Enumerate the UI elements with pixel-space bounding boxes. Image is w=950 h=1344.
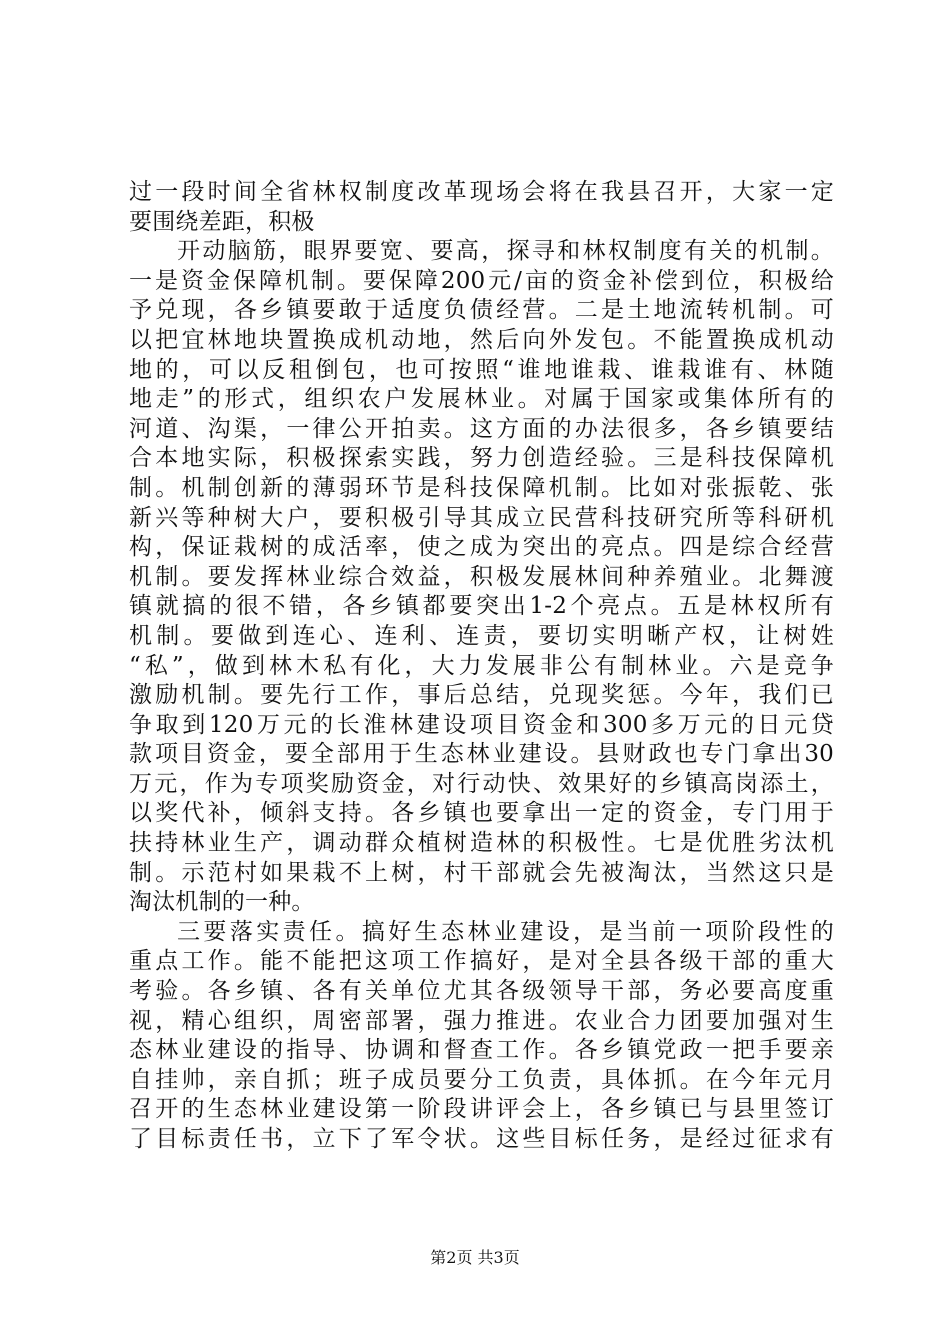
text-line: 构，保证栽树的成活率，使之成为突出的亮点。四是综合经营 (129, 534, 834, 561)
text-line: 以奖代补，倾斜支持。各乡镇也要拿出一定的资金，专门用于 (129, 800, 834, 827)
text-line: 了目标责任书，立下了军令状。这些目标任务，是经过征求有 (129, 1126, 834, 1152)
text-line: 重点工作。能不能把这项工作搞好，是对全县各级干部的重大 (129, 948, 834, 975)
text-line: 制。示范村如果栽不上树，村干部就会先被淘汰，当然这只是 (129, 859, 834, 886)
text-line: 地的，可以反租倒包，也可按照“谁地谁栽、谁栽谁有、林随 (129, 356, 834, 383)
text-line: “私”，做到林木私有化，大力发展非公有制林业。六是竞争 (129, 652, 834, 679)
text-line: 态林业建设的指导、协调和督查工作。各乡镇党政一把手要亲 (129, 1037, 834, 1064)
text-line: 予兑现，各乡镇要敢于适度负债经营。二是土地流转机制。可 (129, 297, 834, 324)
body-text (129, 178, 834, 1155)
text-line: 争取到120万元的长淮林建设项目资金和300多万元的日元贷 (129, 711, 834, 738)
text-line: 镇就搞的很不错，各乡镇都要突出1-2个亮点。五是林权所有 (129, 593, 834, 620)
text-line: 款项目资金，要全部用于生态林业建设。县财政也专门拿出30 (129, 741, 834, 768)
text-line: 以把宜林地块置换成机动地，然后向外发包。不能置换成机动 (129, 326, 834, 353)
text-line: 自挂帅，亲自抓；班子成员要分工负责，具体抓。在今年元月 (129, 1066, 834, 1093)
text-line: 视，精心组织，周密部署，强力推进。农业合力团要加强对生 (129, 1007, 834, 1034)
text-line: 合本地实际，积极探索实践，努力创造经验。三是科技保障机 (129, 445, 834, 472)
text-line: 一是资金保障机制。要保障200元/亩的资金补偿到位，积极给 (129, 267, 834, 294)
text-line: 激励机制。要先行工作，事后总结，兑现奖惩。今年，我们已 (129, 682, 834, 709)
text-line: 开动脑筋，眼界要宽、要高，探寻和林权制度有关的机制。 (177, 238, 834, 265)
page-footer (0, 1245, 950, 1268)
text-line: 召开的生态林业建设第一阶段讲评会上，各乡镇已与县里签订 (129, 1096, 834, 1123)
text-line: 三要落实责任。搞好生态林业建设，是当前一项阶段性的 (177, 918, 834, 945)
text-line: 河道、沟渠，一律公开拍卖。这方面的办法很多，各乡镇要结 (129, 415, 834, 442)
text-line: 新兴等种树大户，要积极引导其成立民营科技研究所等科研机 (129, 504, 834, 531)
text-line: 考验。各乡镇、各有关单位尤其各级领导干部，务必要高度重 (129, 978, 834, 1005)
text-line: 制。机制创新的薄弱环节是科技保障机制。比如对张振乾、张 (129, 474, 834, 501)
text-line: 扶持林业生产，调动群众植树造林的积极性。七是优胜劣汰机 (129, 830, 834, 857)
text-line: 万元，作为专项奖励资金，对行动快、效果好的乡镇高岗添土， (129, 770, 834, 797)
text-line: 过一段时间全省林权制度改革现场会将在我县召开，大家一定 (129, 179, 834, 205)
text-line: 地走”的形式，组织农户发展林业。对属于国家或集体所有的 (129, 386, 834, 413)
page-number-label: 第2页 共3页 (430, 1248, 520, 1267)
text-line: 机制。要发挥林业综合效益，积极发展林间种养殖业。北舞渡 (129, 563, 834, 590)
text-line: 机制。要做到连心、连利、连责，要切实明晰产权，让树姓 (129, 622, 834, 649)
text-line: 要围绕差距，积极 (129, 208, 315, 235)
text-line: 淘汰机制的一种。 (129, 889, 315, 916)
